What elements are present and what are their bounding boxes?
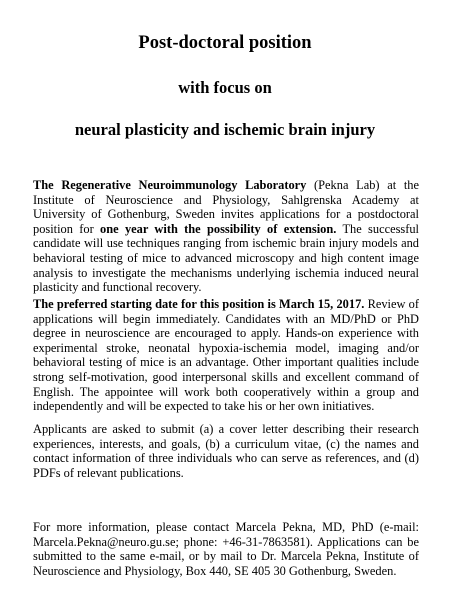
intro-paragraph: [33, 178, 419, 295]
intro-text-a: (Pekna Lab) at the Institute of Neuroscience and Physiology, Sahlgrenska Academy at University of Gothenburg, Sweden invites applications for a postdoctoral position for: [33, 178, 419, 236]
requirements-text: Review of applications will begin immediately. Candidates with an MD/PhD or PhD degree in neuroscience are encouraged to apply. Hands-on experience with experimental stroke, neonatal hypoxia-ischemia model, imaging and/or behavioral testing of mice is an advantage. Other important qualities include strong self-motivation, good interpersonal skills and excellent command of English. The appointee will work both cooperatively within a group and independently and will be expected to take his or her own initiatives.: [33, 297, 419, 414]
title-line-1: Post-doctoral position: [138, 33, 312, 53]
lab-name: The Regenerative Neuroimmunology Laboratory: [33, 178, 307, 192]
position-duration: one year with the possibility of extension.: [100, 221, 337, 236]
title-line-2: with focus on: [178, 78, 272, 97]
start-date: The preferred starting date for this position is March 15, 2017.: [33, 297, 365, 311]
contact-paragraph: For more information, please contact Marcela Pekna, MD, PhD (e-mail: Marcela.Pekna@neuro.gu.se; phone: +46-31-7863581). Applications can be submitted to the same e-mail, or by mail to Dr. Marcela Pekna, Institute of Neuroscience and Physiology, Box 440, SE 405 30 Gothenburg, Sweden.: [33, 520, 419, 578]
application-paragraph: Applicants are asked to submit (a) a cover letter describing their research experiences, interests, and goals, (b) a curriculum vitae, (c) the names and contact information of three individuals who can serve as references, and (d) PDFs of relevant publications.: [33, 422, 419, 480]
start-paragraph: [33, 297, 419, 414]
intro-text-b: The successful candidate will use techniques ranging from ischemic brain injury models and behavioral testing of mice to advanced microscopy and high content image analysis to investigate the mechanisms underlying ischemia induced neural plasticity and functional recovery.: [33, 221, 419, 295]
title-line-3: neural plasticity and ischemic brain injury: [74, 120, 376, 139]
